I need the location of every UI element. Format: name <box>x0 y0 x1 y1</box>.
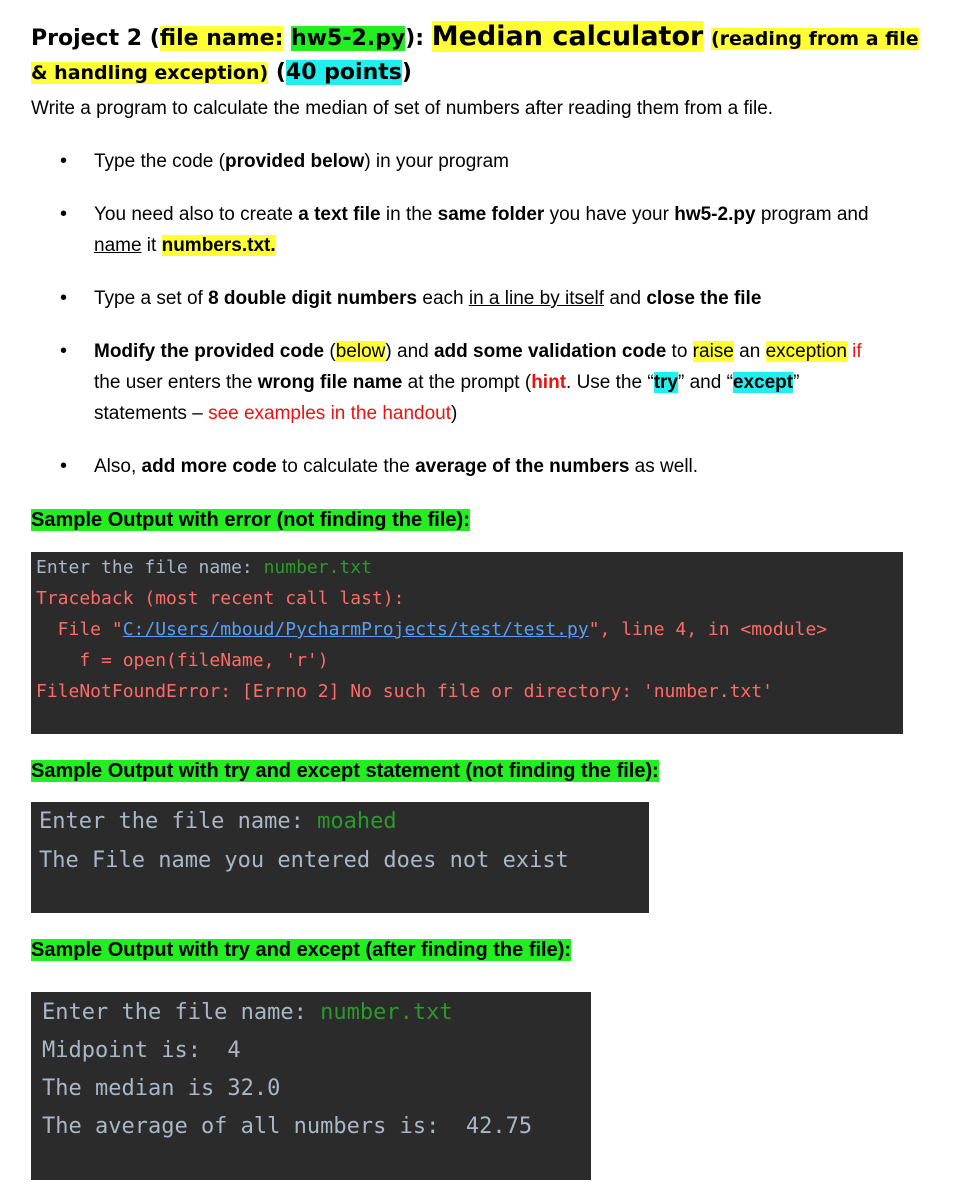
list-item: • Type a set of 8 double digit numbers each in a line by itself and close the file <box>60 283 880 314</box>
console-line: The median is 32.0 <box>42 1076 281 1101</box>
intro-text: Write a program to calculate the median of set of numbers after reading them from a file. <box>31 98 774 119</box>
console-line: File "C:/Users/mboud/PycharmProjects/test/test.py", line 4, in <module> <box>36 619 828 640</box>
console-line: The File name you entered does not exist <box>39 848 569 873</box>
console-line: FileNotFoundError: [Errno 2] No such file or directory: 'number.txt' <box>36 681 773 702</box>
list-item: • Modify the provided code (below) and add some validation code to raise an exception if the user enters the wrong file name at the prompt (hint. Use the “try” and “except” statements – see examples in the handout) <box>60 336 880 429</box>
list-item: • Type the code (provided below) in your program <box>60 146 880 177</box>
instruction-list <box>60 146 880 482</box>
console-line: f = open(fileName, 'r') <box>36 650 329 671</box>
console-line: Enter the file name: number.txt <box>36 557 372 578</box>
console-line: Midpoint is: 4 <box>42 1038 241 1063</box>
list-item: • Also, add more code to calculate the average of the numbers as well. <box>60 451 880 482</box>
console-line: Traceback (most recent call last): <box>36 588 405 609</box>
console-output-error <box>31 552 903 734</box>
console-line: Enter the file name: number.txt <box>42 1000 453 1025</box>
console-line: The average of all numbers is: 42.75 <box>42 1114 533 1139</box>
console-line: Enter the file name: moahed <box>39 809 397 834</box>
file-path-link[interactable]: C:/Users/mboud/PycharmProjects/test/test.py <box>122 619 589 640</box>
sample-title-success: Sample Output with try and except (after finding the file): <box>31 939 572 961</box>
sample-title-error: Sample Output with error (not finding the file): <box>31 509 470 531</box>
list-item: • You need also to create a text file in the same folder you have your hw5-2.py program and name it numbers.txt. <box>60 199 880 261</box>
console-output-try-except <box>31 802 649 913</box>
page-title: Project 2 (file name: hw5-2.py): Median calculator (reading from a file & handling exception) (40 points) <box>31 21 919 85</box>
console-output-success <box>31 992 591 1180</box>
sample-title-try-except: Sample Output with try and except statement (not finding the file): <box>31 760 659 782</box>
